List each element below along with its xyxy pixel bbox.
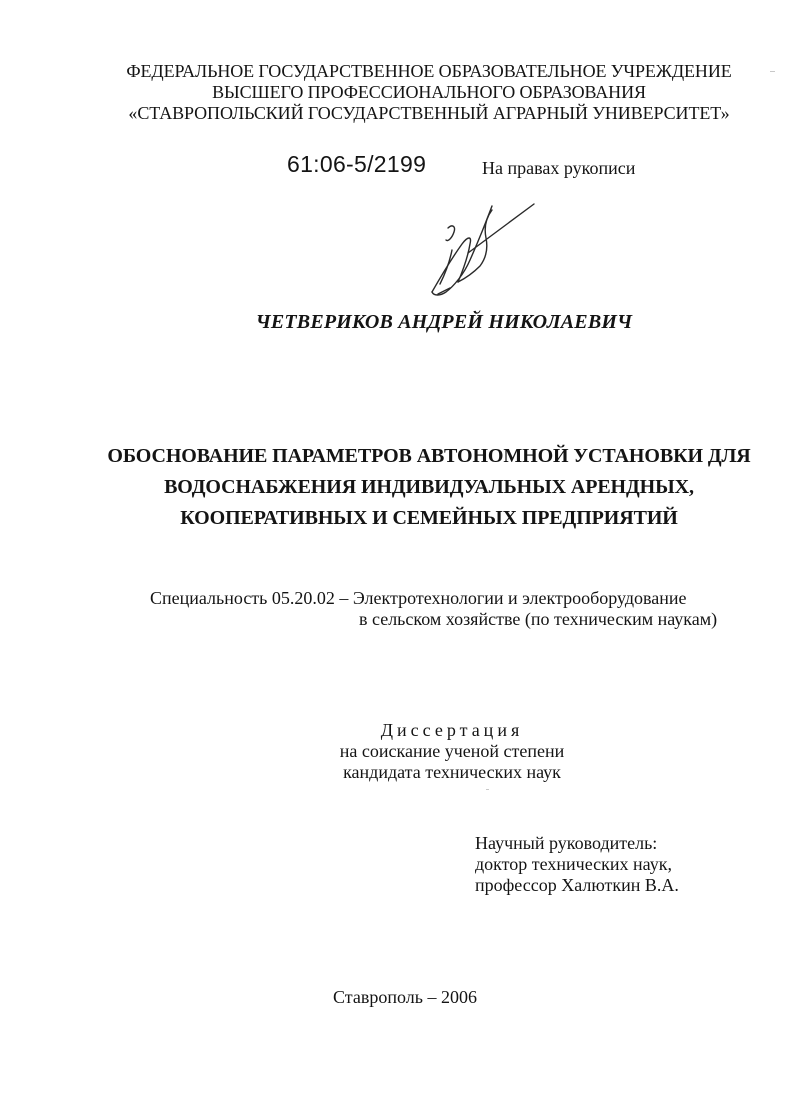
title-line-3: КООПЕРАТИВНЫХ И СЕМЕЙНЫХ ПРЕДПРИЯТИЙ xyxy=(180,507,678,529)
degree-block xyxy=(0,720,792,783)
supervisor-block xyxy=(475,833,679,896)
degree-line-2: на соискание ученой степени xyxy=(339,741,565,761)
signature-icon xyxy=(418,198,540,298)
supervisor-line-3: профессор Халюткин В.А. xyxy=(475,875,679,895)
institution-line-1: ФЕДЕРАЛЬНОЕ ГОСУДАРСТВЕННОЕ ОБРАЗОВАТЕЛЬНОЕ УЧРЕЖДЕНИЕ xyxy=(126,61,732,81)
specialty-line-1: Специальность 05.20.02 – Электротехнологии и электрооборудование xyxy=(150,588,687,608)
degree-line-3: кандидата технических наук xyxy=(343,762,561,782)
city-year-footer: Ставрополь – 2006 xyxy=(333,987,477,1007)
title-line-2: ВОДОСНАБЖЕНИЯ ИНДИВИДУАЛЬНЫХ АРЕНДНЫХ, xyxy=(164,476,694,498)
scan-speck xyxy=(770,71,775,72)
scan-speck xyxy=(486,789,489,790)
catalog-number: 61:06-5/2199 xyxy=(287,151,427,177)
author-name: ЧЕТВЕРИКОВ АНДРЕЙ НИКОЛАЕВИЧ xyxy=(255,311,633,333)
dissertation-title xyxy=(0,441,792,534)
degree-label: Диссертация xyxy=(380,720,524,740)
title-line-1: ОБОСНОВАНИЕ ПАРАМЕТРОВ АВТОНОМНОЙ УСТАНОВКИ ДЛЯ xyxy=(107,445,751,467)
supervisor-line-1: Научный руководитель: xyxy=(475,833,658,853)
institution-line-2: ВЫСШЕГО ПРОФЕССИОНАЛЬНОГО ОБРАЗОВАНИЯ xyxy=(212,82,646,102)
institution-line-3: «СТАВРОПОЛЬСКИЙ ГОСУДАРСТВЕННЫЙ АГРАРНЫЙ УНИВЕРСИТЕТ» xyxy=(128,103,730,123)
specialty xyxy=(0,588,792,630)
specialty-line-2: в сельском хозяйстве (по техническим наукам) xyxy=(359,609,718,629)
supervisor-line-2: доктор технических наук, xyxy=(475,854,672,874)
institution-header xyxy=(0,61,792,124)
rights-note: На правах рукописи xyxy=(482,158,636,178)
